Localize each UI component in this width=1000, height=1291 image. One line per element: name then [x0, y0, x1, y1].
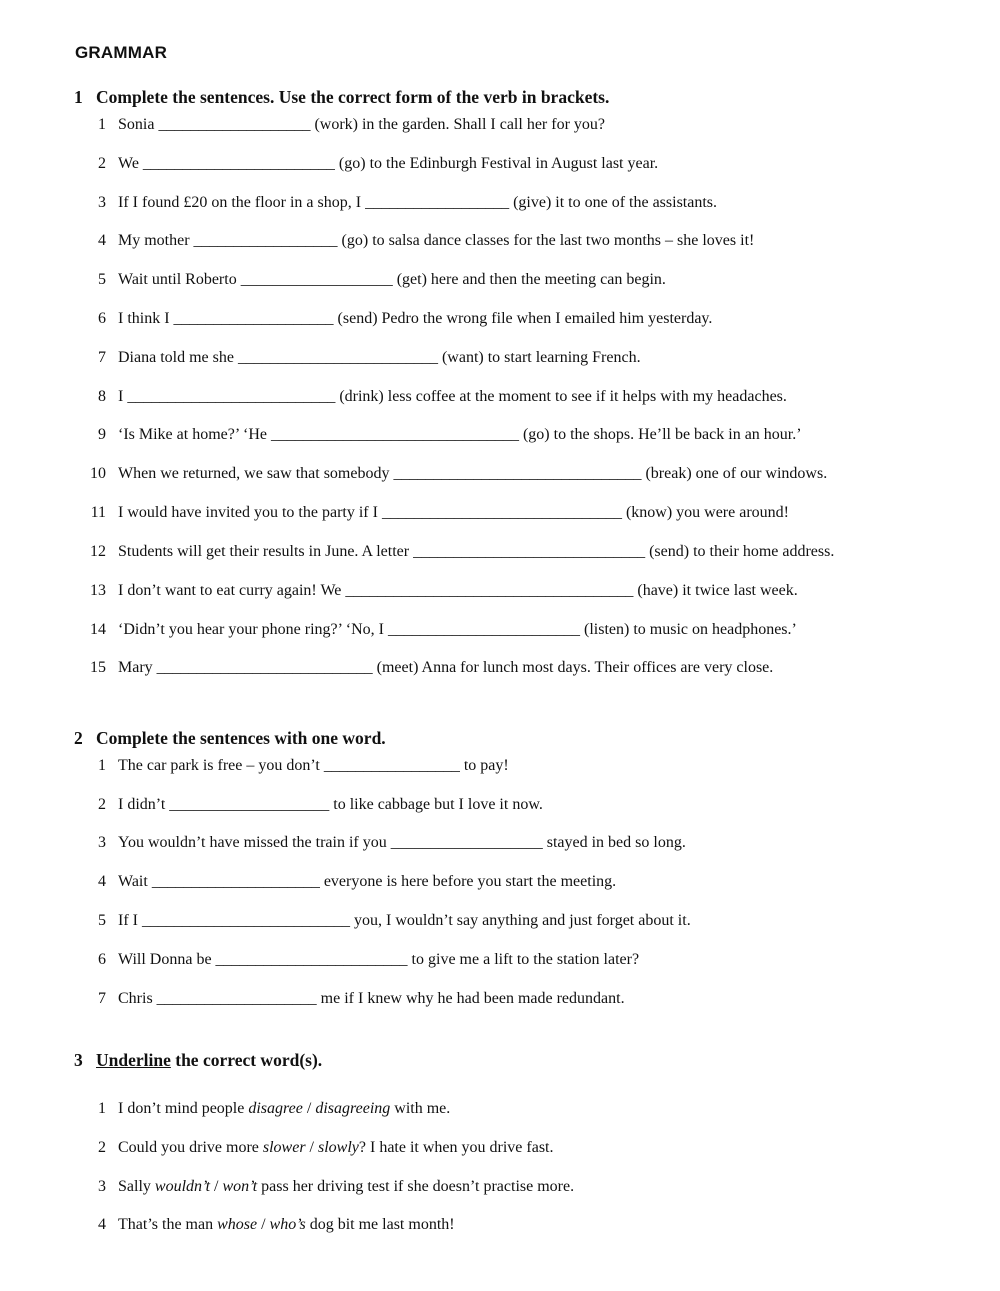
item-text: I would have invited you to the party if I ______________________________ (know) you were around! [118, 504, 789, 521]
item-text: ‘Is Mike at home?’ ‘He _______________________________ (go) to the shops. He’ll be back in an hour.’ [118, 426, 802, 443]
option-b[interactable]: disagreeing [315, 1100, 391, 1117]
exercise-1-item [78, 618, 958, 642]
exercise-number: 3 [74, 1050, 83, 1070]
item-number: 4 [98, 232, 106, 249]
exercise-1-item [78, 579, 958, 603]
instruction-underlined-word: Underline [96, 1050, 171, 1070]
exercise-2-item [78, 793, 958, 817]
item-number: 1 [98, 757, 106, 774]
item-number: 4 [98, 873, 106, 890]
item-text: When we returned, we saw that somebody _______________________________ (break) one of our windows. [118, 465, 828, 482]
item-number: 15 [90, 659, 106, 676]
option-a[interactable]: disagree [248, 1100, 303, 1117]
item-text: If I __________________________ you, I wouldn’t say anything and just forget about it. [118, 912, 691, 929]
item-number: 1 [98, 116, 106, 133]
exercise-1-item [78, 656, 958, 680]
item-number: 1 [98, 1100, 106, 1117]
item-text: I __________________________ (drink) less coffee at the moment to see if it helps with my headaches. [118, 388, 787, 405]
exercise-2-heading [74, 728, 386, 749]
item-number: 3 [98, 194, 106, 211]
item-text-after: with me. [390, 1100, 451, 1117]
item-number: 4 [98, 1216, 106, 1233]
exercise-1-item [78, 423, 958, 447]
item-number: 12 [90, 543, 106, 560]
exercise-1-item [78, 113, 958, 137]
item-number: 9 [98, 426, 106, 443]
exercise-2-item [78, 948, 958, 972]
exercise-3-item [78, 1097, 958, 1121]
exercise-3-item [78, 1175, 958, 1199]
item-text: The car park is free – you don’t _________________ to pay! [118, 757, 509, 774]
item-number: 3 [98, 1178, 106, 1195]
item-number: 6 [98, 310, 106, 327]
item-text: I don’t want to eat curry again! We ____________________________________ (have) it twice last week. [118, 582, 798, 599]
exercise-1-item [78, 307, 958, 331]
exercise-1-heading [74, 87, 609, 108]
item-number: 8 [98, 388, 106, 405]
item-text: I think I ____________________ (send) Pedro the wrong file when I emailed him yesterday. [118, 310, 713, 327]
exercise-1-item [78, 346, 958, 370]
item-text: I didn’t ____________________ to like cabbage but I love it now. [118, 796, 543, 813]
item-text: You wouldn’t have missed the train if you ___________________ stayed in bed so long. [118, 834, 686, 851]
item-text: Students will get their results in June. A letter _____________________________ (send) to their home address. [118, 543, 835, 560]
item-number: 5 [98, 271, 106, 288]
item-text-before: Could you drive more [118, 1139, 263, 1156]
item-text: Wait until Roberto ___________________ (get) here and then the meeting can begin. [118, 271, 666, 288]
option-separator: / [210, 1178, 223, 1195]
item-text: If I found £20 on the floor in a shop, I __________________ (give) it to one of the assistants. [118, 194, 718, 211]
item-number: 2 [98, 796, 106, 813]
exercise-2-item [78, 987, 958, 1011]
exercise-instruction: the correct word(s). [175, 1050, 323, 1070]
exercise-1-item [78, 229, 958, 253]
item-text-before: Sally [118, 1178, 155, 1195]
item-number: 2 [98, 1139, 106, 1156]
exercise-1-item [78, 462, 958, 486]
option-b[interactable]: who’s [269, 1216, 306, 1233]
exercise-1-item [78, 152, 958, 176]
item-text-before: I don’t mind people [118, 1100, 249, 1117]
exercise-1-item [78, 268, 958, 292]
exercise-1-item [78, 385, 958, 409]
item-text: Chris ____________________ me if I knew why he had been made redundant. [118, 990, 625, 1007]
item-text-after: pass her driving test if she doesn’t practise more. [257, 1178, 575, 1195]
item-number: 7 [98, 349, 106, 366]
item-text-after: dog bit me last month! [305, 1216, 455, 1233]
option-b[interactable]: slowly [318, 1139, 359, 1156]
item-number: 11 [90, 504, 106, 521]
item-text: Wait _____________________ everyone is here before you start the meeting. [118, 873, 617, 890]
exercise-2-item [78, 909, 958, 933]
item-text: Mary ___________________________ (meet) Anna for lunch most days. Their offices are very close. [118, 659, 774, 676]
item-text: Diana told me she _________________________ (want) to start learning French. [118, 349, 641, 366]
option-a[interactable]: wouldn’t [154, 1178, 211, 1195]
item-number: 13 [90, 582, 106, 599]
exercise-3-heading [74, 1050, 322, 1071]
item-number: 7 [98, 990, 106, 1007]
exercise-3-item [78, 1136, 958, 1160]
option-separator: / [257, 1216, 270, 1233]
exercise-instruction: Complete the sentences. Use the correct form of the verb in brackets. [96, 87, 610, 107]
exercise-3-item [78, 1213, 958, 1237]
option-separator: / [302, 1100, 316, 1117]
option-a[interactable]: slower [262, 1139, 306, 1156]
item-text: ‘Didn’t you hear your phone ring?’ ‘No, I ________________________ (listen) to music on headphones.’ [118, 621, 797, 638]
item-text: Sonia ___________________ (work) in the garden. Shall I call her for you? [118, 116, 606, 133]
item-number: 3 [98, 834, 106, 851]
option-b[interactable]: won’t [222, 1178, 258, 1195]
exercise-2-item [78, 831, 958, 855]
worksheet-title: GRAMMAR [75, 43, 168, 62]
item-text-before: That’s the man [118, 1216, 218, 1233]
exercise-1-item [78, 191, 958, 215]
option-a[interactable]: whose [217, 1216, 258, 1233]
exercise-instruction: Complete the sentences with one word. [96, 728, 386, 748]
item-number: 14 [90, 621, 106, 638]
item-number: 10 [90, 465, 106, 482]
item-text: My mother __________________ (go) to salsa dance classes for the last two months – she loves it! [118, 232, 755, 249]
item-text: Will Donna be ________________________ to give me a lift to the station later? [118, 951, 640, 968]
item-text-after: ? I hate it when you drive fast. [358, 1139, 554, 1156]
exercise-1-item [78, 501, 958, 525]
exercise-number: 2 [74, 728, 83, 748]
item-number: 6 [98, 951, 106, 968]
exercise-1-item [78, 540, 958, 564]
exercise-2-item [78, 870, 958, 894]
option-separator: / [305, 1139, 318, 1156]
exercise-2-item [78, 754, 958, 778]
exercise-number: 1 [74, 87, 83, 107]
item-number: 2 [98, 155, 106, 172]
item-text: We ________________________ (go) to the Edinburgh Festival in August last year. [118, 155, 659, 172]
item-number: 5 [98, 912, 106, 929]
